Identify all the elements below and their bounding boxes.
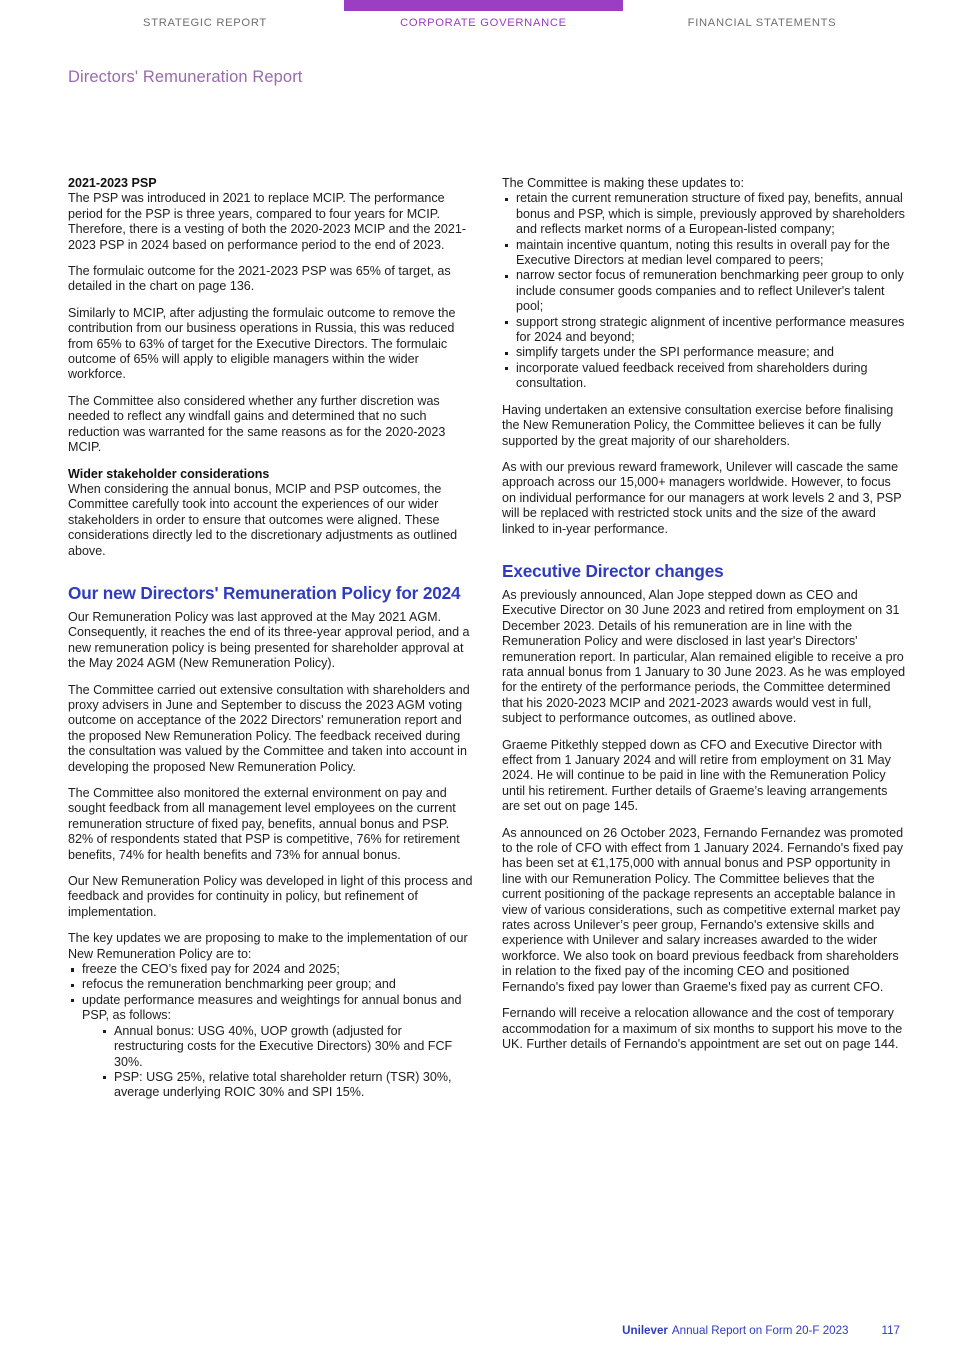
tab-financial-statements-rule	[627, 0, 897, 11]
paragraph-psp-4: The Committee also considered whether any further discretion was needed to reflect any windfall gains and determined that no such reduction was warranted for the same reasons as for the 2020-2023 MCIP.	[68, 393, 446, 455]
paragraph-exec-1: As previously announced, Alan Jope stepped down as CEO and Executive Director on 30 June 2023 and retired from employment on 31 December 2023. Details of his remuneration are in line with the Remuneration Policy and were disclosed in last year's Directors' remuneration report. In particular, Alan remained eligible to receive a pro rata annual bonus from 1 January to 30 June 2023. As he was employed for the entirety of the performance periods, the Committee determined that his 2020-2023 MCIP and 2021-2023 awards would vest in full, subject to performance outcomes, as outlined above.	[502, 587, 906, 726]
list-item: incorporate valued feedback received from shareholders during consultation.	[502, 361, 908, 392]
list-item: simplify targets under the SPI performance measure; and	[502, 345, 908, 360]
right-column	[502, 176, 908, 1101]
heading-wider-stakeholder-considerations: Wider stakeholder considerations	[68, 466, 270, 481]
list-item-text: update performance measures and weightings for annual bonus and PSP, as follows:	[82, 992, 462, 1023]
footer-page-number: 117	[881, 1324, 900, 1337]
paragraph-exec-4: Fernando will receive a relocation allowance and the cost of temporary accommodation for a maximum of six months to support his move to the UK. Further details of Fernando's appointment are set out on page 144.	[502, 1006, 903, 1051]
page-footer	[68, 1319, 900, 1337]
paragraph-policy-2: The Committee carried out extensive consultation with shareholders and proxy advisers in June and September to discuss the 2023 AGM voting outcome on acceptance of the 2022 Directors' remuneration report and the proposed New Remuneration Policy. The feedback received during the consultation was valued by the Committee and taken into account in developing the proposed New Remuneration Policy.	[68, 682, 470, 774]
tab-strategic-report[interactable]	[70, 0, 340, 36]
heading-2021-2023-psp: 2021-2023 PSP	[68, 176, 157, 190]
tab-financial-statements-label: FINANCIAL STATEMENTS	[687, 17, 837, 29]
list-item: PSP: USG 25%, relative total shareholder return (TSR) 30%, average underlying ROIC 30% and SPI 15%.	[100, 1070, 474, 1101]
list-item: maintain incentive quantum, noting this results in overall pay for the Executive Directors at median level compared to peers;	[502, 238, 908, 269]
tab-financial-statements[interactable]	[627, 0, 897, 36]
paragraph-psp-1: The PSP was introduced in 2021 to replace MCIP. The performance period for the PSP is three years, compared to four years for MCIP. Therefore, there is a vesting of both the 2020-2023 MCIP and the 2021-2023 PSP in 2024 based on performance period to the end of 2023.	[68, 191, 467, 252]
list-item: support strong strategic alignment of incentive performance measures for 2024 and beyond;	[502, 315, 908, 346]
list-key-updates-sub	[82, 1024, 474, 1101]
paragraph-updates-intro: The Committee is making these updates to:	[502, 176, 744, 190]
paragraph-stakeholder-1: When considering the annual bonus, MCIP and PSP outcomes, the Committee carefully took into account the experiences of our wider stakeholders in order to ensure that outcomes were aligned. These considerations directly led to the discretionary adjustments as outlined above.	[68, 481, 458, 558]
paragraph-consultation-1: Having undertaken an extensive consultation exercise before finalising the New Remuneration Policy, the Committee believes it can be fully supported by the great majority of our shareholders.	[502, 402, 894, 448]
paragraph-policy-1: Our Remuneration Policy was last approved at the May 2021 AGM. Consequently, it reaches the end of its three-year approval period, and a new remuneration policy is being presented for shareholder approval at the May 2024 AGM (New Remuneration Policy).	[68, 609, 470, 671]
paragraph-psp-3: Similarly to MCIP, after adjusting the formulaic outcome to remove the contribution from our business operations in Russia, this was reduced from 65% to 63% of target for the Executive Directors. The formulaic outcome of 65% will apply to eligible managers within the wider workforce.	[68, 305, 456, 382]
footer-content	[622, 1324, 900, 1337]
paragraph-policy-4: Our New Remuneration Policy was developed in light of this process and feedback and provides for continuity in policy, but refinement of implementation.	[68, 874, 473, 919]
top-navigation	[0, 0, 968, 36]
list-item: Annual bonus: USG 40%, UOP growth (adjusted for restructuring costs for the Executive Directors) 30% and FCF 30%.	[100, 1024, 474, 1070]
list-item: freeze the CEO’s fixed pay for 2024 and 2025;	[68, 962, 474, 977]
footer-brand: Unilever	[622, 1324, 668, 1337]
tab-corporate-governance-rule	[344, 0, 623, 11]
paragraph-psp-2: The formulaic outcome for the 2021-2023 PSP was 65% of target, as detailed in the chart on page 136.	[68, 264, 451, 294]
tab-strategic-report-rule	[70, 0, 340, 11]
tab-corporate-governance[interactable]	[344, 0, 623, 36]
heading-executive-director-changes: Executive Director changes	[502, 560, 724, 581]
page-title: Directors' Remuneration Report	[68, 68, 303, 86]
list-item: narrow sector focus of remuneration benchmarking peer group to only include consumer goods companies and to reflect Unilever's talent pool;	[502, 268, 908, 314]
paragraph-exec-2: Graeme Pitkethly stepped down as CFO and Executive Director with effect from 1 January 2024 and will retire from employment on 31 May 2024. He will continue to be paid in line with the Remuneration Policy until his retirement. Further details of Graeme’s leaving arrangements are set out on page 145.	[502, 737, 891, 814]
paragraph-key-updates-intro: The key updates we are proposing to make to the implementation of our New Remuneration Policy are to:	[68, 931, 468, 961]
paragraph-exec-3: As announced on 26 October 2023, Fernando Fernandez was promoted to the role of CFO with effect from 1 January 2024. Fernando's fixed pay has been set at €1,175,000 with annual bonus and PSP opportunity in line with our Remuneration Policy. The Committee believes that the current positioning of the package represents an acceptable balance in view of various considerations, such as competitive external market pay rates across Unilever’s peer group, Fernando's extensive skills and experience with Unilever and salary increases awarded to the wider workforce. We also took on board previous feedback from shareholders in relation to the fixed pay of the incoming CEO and positioned Fernando's fixed pay lower than Graeme's fixed pay as current CFO.	[502, 825, 904, 994]
tab-corporate-governance-label: CORPORATE GOVERNANCE	[400, 17, 567, 29]
list-item: retain the current remuneration structure of fixed pay, benefits, annual bonus and PSP, which is simple, previously approved by shareholders and reflects market norms of a European-listed company;	[502, 191, 908, 237]
list-item: refocus the remuneration benchmarking peer group; and	[68, 977, 474, 992]
footer-document-title: Annual Report on Form 20-F 2023	[671, 1324, 849, 1337]
list-item	[68, 993, 474, 1101]
paragraph-consultation-2: As with our previous reward framework, Unilever will cascade the same approach across our 15,000+ managers worldwide. However, to focus on individual performance for our managers at work levels 2 and 3, PSP will be replaced with restricted stock units and the size of the award linked to in-year performance.	[502, 459, 902, 536]
tab-strategic-report-label: STRATEGIC REPORT	[143, 17, 267, 29]
list-committee-updates	[502, 191, 908, 391]
body-columns	[68, 176, 908, 1101]
heading-new-remuneration-policy: Our new Directors' Remuneration Policy for 2024	[68, 582, 461, 603]
paragraph-policy-3: The Committee also monitored the external environment on pay and sought feedback from all management level employees on the current remuneration structure of fixed pay, benefits, annual bonus and PSP. 82% of respondents stated that PSP is competitive, 76% for retirement benefits, 74% for health benefits and 73% for annual bonus.	[68, 786, 460, 862]
list-key-updates	[68, 962, 474, 1101]
left-column	[68, 176, 474, 1101]
